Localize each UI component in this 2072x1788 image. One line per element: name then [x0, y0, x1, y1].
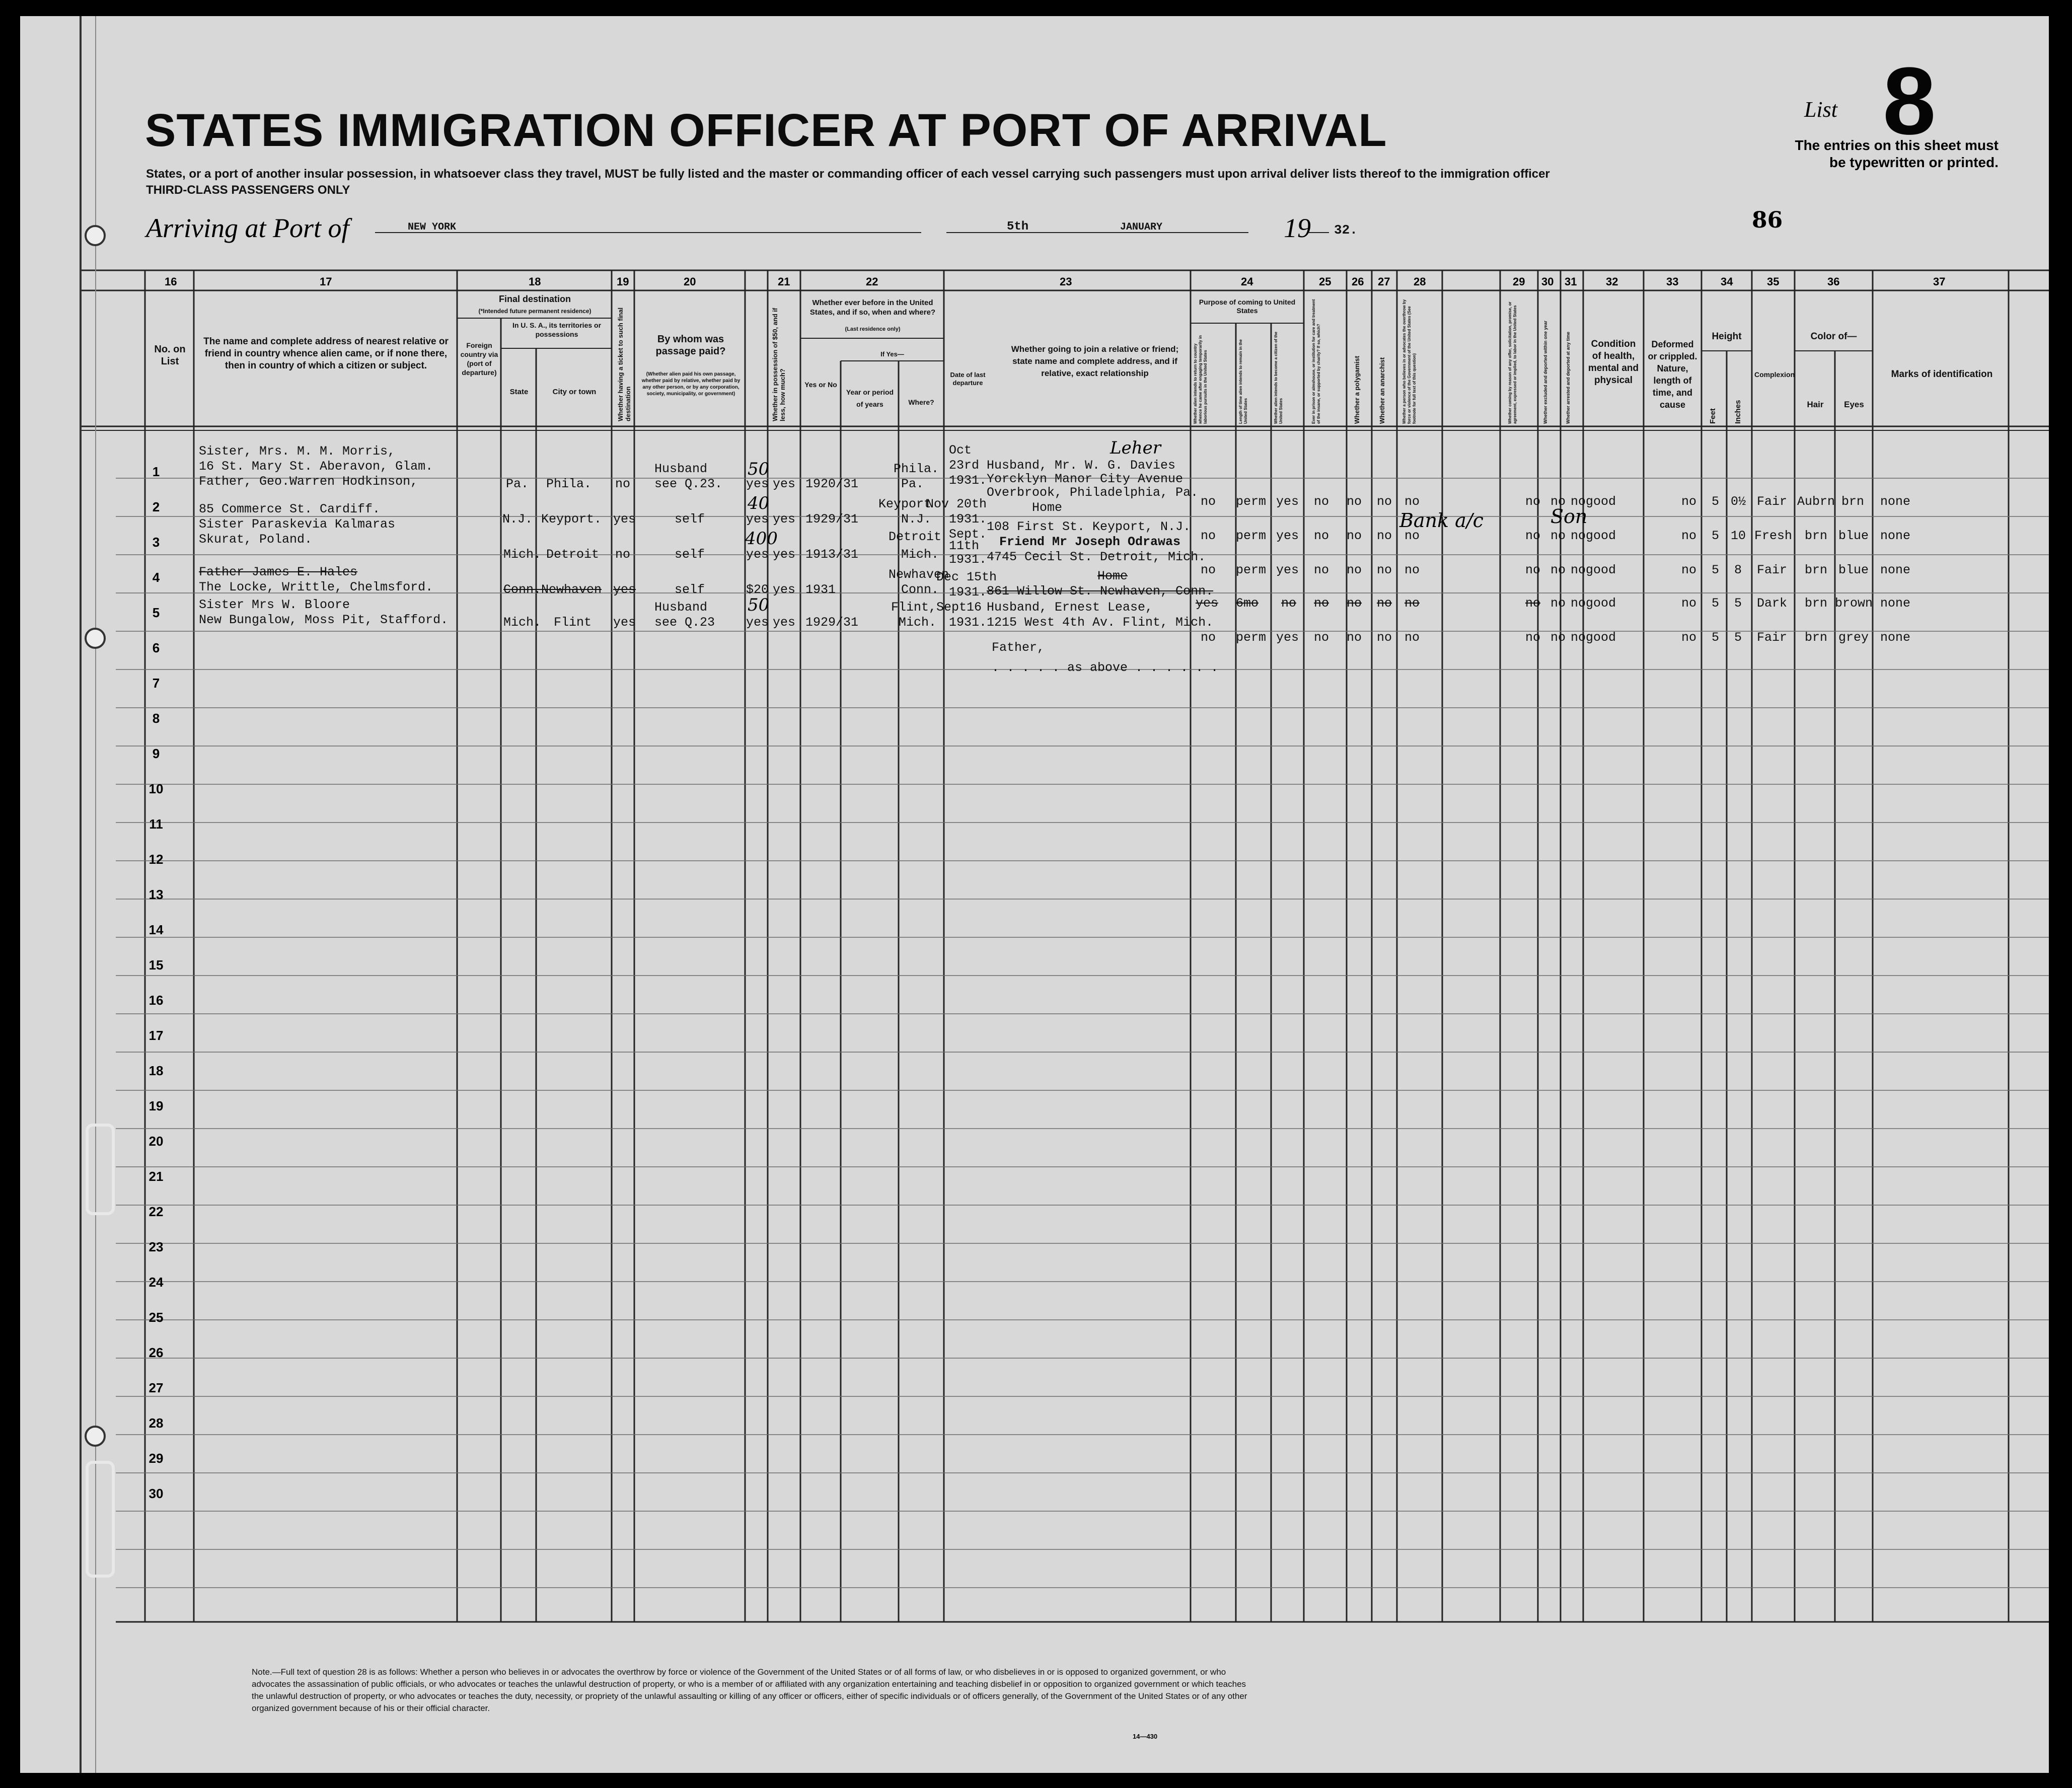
col-number: 28	[1414, 275, 1426, 288]
complexion-cell: Dark	[1757, 596, 1788, 611]
years-cell: 1929/31	[805, 512, 859, 527]
relative-line: Father James E. Hales	[199, 565, 358, 579]
purpose-cell: no	[1201, 563, 1216, 577]
state-cell: Mich.	[503, 615, 542, 630]
condition-cell: good	[1586, 630, 1616, 645]
where-cell: Conn.	[901, 582, 939, 597]
header-eyes: Eyes	[1844, 400, 1864, 409]
no-cell: no	[1377, 596, 1392, 611]
inches-cell: 5	[1734, 596, 1742, 611]
no-cell: no	[1404, 596, 1420, 611]
header-joining: Whether going to join a relative or friend; state name and complete address, and if relative, exact relationship	[1011, 344, 1179, 378]
form-code: 14—430	[1133, 1733, 1158, 1740]
row-number: 8	[152, 711, 160, 726]
marks-cell: none	[1880, 596, 1911, 611]
where-cell: Detroit	[889, 530, 942, 544]
hair-cell: brn	[1805, 563, 1828, 577]
feet-cell: 5	[1712, 630, 1720, 645]
no-cell: no	[1377, 494, 1392, 509]
col-number: 35	[1767, 275, 1780, 288]
header-purpose-c: Whether alien intends to become a citizen of the United States	[1274, 331, 1283, 424]
handwritten-note: Leher	[1110, 438, 1161, 458]
header-marks: Marks of identification	[1891, 369, 1993, 380]
col-number: 20	[684, 275, 696, 288]
row-number: 19	[149, 1098, 164, 1113]
no-cell: no	[1314, 494, 1329, 509]
purpose-cell: perm	[1236, 563, 1267, 577]
col-number: 16	[165, 275, 177, 288]
no-cell: no	[1525, 529, 1541, 543]
class-line: THIRD-CLASS PASSENGERS ONLY	[146, 183, 350, 197]
no-cell: no	[1377, 563, 1392, 577]
money-cell: yes	[746, 512, 769, 527]
relative-line: Sister Paraskevia Kalmaras	[199, 517, 396, 532]
city-cell: Keyport.	[541, 512, 602, 527]
relative-line: New Bungalow, Moss Pit, Stafford.	[199, 613, 449, 627]
joining-line: Home	[1032, 500, 1063, 515]
departure-cell: 1931.	[949, 585, 987, 600]
row-number: 7	[152, 676, 160, 691]
col-number: 32	[1606, 275, 1618, 288]
before-cell: yes	[773, 615, 796, 630]
joining-line: Husband, Ernest Lease,	[987, 600, 1153, 615]
col-number: 19	[617, 275, 629, 288]
feet-cell: 5	[1712, 529, 1720, 543]
day-value: 5th	[1007, 220, 1029, 234]
header-q28: Whether a person who believes in or advocates the overthrow by force or violence of the Government of the United States (See footnote for full text of this question)	[1402, 299, 1417, 424]
purpose-cell: yes	[1196, 596, 1219, 611]
no-cell: no	[1314, 596, 1329, 611]
no-cell: no	[1525, 563, 1541, 577]
paid-cell: see Q.23	[654, 615, 715, 630]
header-height: Height	[1712, 331, 1742, 342]
month-value: JANUARY	[1120, 221, 1163, 233]
handwritten-money: 50	[748, 459, 770, 479]
where-cell: Flint,	[891, 600, 937, 615]
no-cell: no	[1404, 529, 1420, 543]
row-number: 28	[149, 1416, 164, 1431]
col-number: 17	[320, 275, 332, 288]
paid-cell: self	[675, 582, 705, 597]
purpose-cell: perm	[1236, 494, 1267, 509]
city-cell: Detroit	[546, 547, 600, 562]
relative-line: Sister, Mrs. M. M. Morris,	[199, 444, 396, 459]
inches-cell: 8	[1734, 563, 1742, 577]
row-number: 2	[152, 499, 160, 514]
row-number: 17	[149, 1028, 164, 1043]
col-number: 37	[1933, 275, 1946, 288]
years-cell: 1920/31	[805, 477, 859, 491]
year-prefix: 19	[1284, 213, 1311, 243]
header-last-residence: (Last residence only)	[845, 326, 901, 332]
header-purpose-a: Whether alien intends to return to country whence he came after engaging temporarily in laborious pursuits in the United States	[1193, 335, 1208, 424]
deformed-cell: no	[1681, 494, 1697, 509]
joining-line: Friend Mr Joseph Odrawas	[999, 535, 1181, 549]
purpose-cell: no	[1201, 494, 1216, 509]
header-nearest-relative: The name and complete address of nearest relative or friend in country whence alien came, or if none there, then in country of which a citizen or subject.	[203, 336, 449, 371]
row-number: 9	[152, 746, 160, 761]
header-city: City or town	[552, 388, 597, 396]
no-cell: no	[1550, 596, 1566, 611]
marks-cell: none	[1880, 529, 1911, 543]
page-number: 86	[1752, 207, 1783, 233]
list-label: List	[1804, 97, 1837, 122]
row-number: 11	[149, 816, 163, 832]
relative-line: Skurat, Poland.	[199, 532, 313, 547]
joining-line: Husband, Mr. W. G. Davies	[987, 458, 1176, 473]
departure-cell: 1931.	[949, 552, 987, 567]
row-number: 16	[149, 993, 164, 1008]
row-number: 13	[149, 887, 164, 902]
years-cell: 1913/31	[805, 547, 859, 562]
eyes-cell: brn	[1841, 494, 1865, 509]
marks-cell: none	[1880, 494, 1911, 509]
no-cell: no	[1347, 494, 1362, 509]
joining-line: 4745 Cecil St. Detroit, Mich.	[987, 550, 1206, 564]
handwritten-note: Son	[1550, 505, 1588, 528]
no-cell: no	[1571, 596, 1586, 611]
header-paid-by-sub: (Whether alien paid his own passage, whether paid by relative, whether paid by any other person, or by any corporation, society, municipality, or government)	[641, 371, 741, 397]
city-cell: Newhaven	[541, 582, 602, 597]
form-title: STATES IMMIGRATION OFFICER AT PORT OF ARRIVAL	[145, 105, 1387, 156]
complexion-cell: Fair	[1757, 494, 1788, 509]
col-number: 29	[1513, 275, 1525, 288]
header-q30: Whether excluded and deported within one year	[1543, 320, 1548, 424]
hair-cell: brn	[1805, 596, 1828, 611]
relative-line: 16 St. Mary St. Aberavon, Glam.	[199, 459, 433, 474]
no-cell: no	[1314, 529, 1329, 543]
where-cell: Mich.	[901, 547, 939, 562]
departure-cell: 23rd	[949, 458, 980, 473]
where-cell: Phila.	[894, 462, 939, 476]
row-number: 1	[152, 464, 160, 479]
eyes-cell: grey	[1838, 630, 1869, 645]
departure-cell: Nov 20th	[926, 497, 987, 511]
header-q29: Whether coming by reason of any offer, solicitation, promise, or agreement, expressed or implied, to labor in the United States	[1508, 302, 1517, 424]
purpose-cell: no	[1201, 529, 1216, 543]
joining-line: 1215 West 4th Av. Flint, Mich.	[987, 615, 1214, 630]
col-number: 31	[1565, 275, 1577, 288]
col-number: 34	[1721, 275, 1733, 288]
deformed-cell: no	[1681, 529, 1697, 543]
years-cell: 1931	[805, 582, 836, 597]
row-number: 29	[149, 1451, 164, 1466]
no-cell: no	[1314, 630, 1329, 645]
binder-clip	[86, 1461, 115, 1578]
where-cell: N.J.	[901, 512, 932, 527]
row-number: 23	[149, 1239, 164, 1254]
eyes-cell: blue	[1838, 529, 1869, 543]
form-instruction: States, or a port of another insular possession, in whatsoever class they travel, MUST be fully listed and the master or commanding officer of each vessel carrying such passengers must upon arrival deliver lists thereof to the immigration officer	[146, 167, 1550, 181]
no-cell: no	[1404, 630, 1420, 645]
no-cell: no	[1550, 494, 1566, 509]
feet-cell: 5	[1712, 596, 1720, 611]
joining-line: 108 First St. Keyport, N.J.	[987, 519, 1191, 534]
purpose-cell: perm	[1236, 529, 1267, 543]
col-number: 36	[1827, 275, 1840, 288]
header-paid-by: By whom was passage paid?	[655, 334, 726, 357]
no-cell: no	[1525, 630, 1541, 645]
inches-cell: 5	[1734, 630, 1742, 645]
year-value: 32.	[1334, 222, 1358, 238]
port-value: NEW YORK	[408, 221, 457, 233]
header-no-on-list: No. on List	[154, 344, 186, 367]
ticket-cell: yes	[613, 512, 636, 527]
joining-line: Home	[1097, 569, 1128, 583]
before-cell: yes	[773, 512, 796, 527]
header-complexion: Complexion	[1754, 370, 1795, 379]
header-where: Where?	[908, 398, 934, 406]
ticket-cell: yes	[613, 582, 636, 597]
binder-hole	[85, 628, 106, 649]
col-number: 27	[1378, 275, 1390, 288]
no-cell: no	[1550, 630, 1566, 645]
header-purpose-b: Length of time alien intends to remain in the United States	[1238, 339, 1248, 424]
handwritten-money: 50	[748, 595, 770, 615]
deformed-cell: no	[1681, 563, 1697, 577]
purpose-cell: no	[1201, 630, 1216, 645]
header-final-destination-sub: (*Intended future permanent residence)	[478, 308, 591, 315]
ticket-cell: no	[615, 547, 631, 562]
relative-line: Sister Mrs W. Bloore	[199, 598, 350, 612]
city-cell: Phila.	[546, 477, 592, 491]
header-final-destination: Final destination	[498, 294, 571, 304]
hair-cell: brn	[1805, 529, 1828, 543]
paid-cell: Husband	[654, 462, 708, 476]
header-deformed: Deformed or crippled. Nature, length of time, and cause	[1648, 339, 1697, 410]
departure-cell: 1931.	[949, 473, 987, 488]
row-number: 12	[149, 852, 164, 867]
complexion-cell: Fair	[1757, 563, 1788, 577]
binder-hole	[85, 225, 106, 246]
header-purpose: Purpose of coming to United States	[1199, 298, 1296, 315]
condition-cell: good	[1586, 529, 1616, 543]
row-number: 27	[149, 1380, 164, 1395]
col-number: 18	[529, 275, 541, 288]
header-condition: Condition of health, mental and physical	[1588, 339, 1639, 386]
no-cell: no	[1347, 563, 1362, 577]
row-number: 15	[149, 957, 164, 973]
hair-cell: Aubrn	[1797, 494, 1835, 509]
inches-cell: 10	[1731, 529, 1746, 543]
joining-line: Overbrook, Philadelphia, Pa.	[987, 485, 1199, 500]
before-cell: yes	[773, 477, 796, 491]
condition-cell: good	[1586, 494, 1616, 509]
header-date-last-departure: Date of last departure	[950, 371, 986, 387]
departure-cell: Sept.	[949, 527, 987, 542]
no-cell: no	[1571, 529, 1586, 543]
no-cell: no	[1347, 529, 1362, 543]
entries-note-line: The entries on this sheet must	[1795, 137, 1999, 153]
money-cell: yes	[746, 615, 769, 630]
departure-cell: Oct	[949, 443, 972, 458]
state-cell: N.J.	[502, 512, 533, 527]
header-polygamist: Whether a polygamist	[1353, 355, 1361, 424]
header-before-us: Whether ever before in the United States, and if so, when and where?	[809, 299, 936, 317]
arriving-label: Arriving at Port of	[146, 213, 349, 243]
complexion-cell: Fresh	[1754, 529, 1793, 543]
joining-line: 861 Willow St. Newhaven, Conn.	[987, 584, 1214, 599]
money-cell: $20	[746, 582, 769, 597]
handwritten-money: 400	[745, 529, 778, 549]
entries-note-line: be typewritten or printed.	[1829, 155, 1999, 170]
years-cell: 1929/31	[805, 615, 859, 630]
header-q31: Whether arrested and deported at any time	[1566, 331, 1571, 424]
feet-cell: 5	[1712, 563, 1720, 577]
row-number: 25	[149, 1310, 164, 1325]
state-cell: Mich.	[503, 547, 542, 562]
purpose-cell: yes	[1276, 494, 1299, 509]
no-cell: no	[1571, 630, 1586, 645]
paid-cell: Husband	[654, 600, 708, 615]
no-cell: no	[1525, 494, 1541, 509]
binder-clip	[86, 1124, 115, 1215]
deformed-cell: no	[1681, 630, 1697, 645]
purpose-cell: no	[1281, 596, 1297, 611]
list-number: 8	[1883, 48, 1936, 155]
no-cell: no	[1525, 596, 1541, 611]
marks-cell: none	[1880, 630, 1911, 645]
col-number: 33	[1666, 275, 1679, 288]
header-feet: Feet	[1709, 408, 1717, 424]
condition-cell: good	[1586, 596, 1616, 611]
complexion-cell: Fair	[1757, 630, 1788, 645]
header-ticket: Whether having a ticket to such final destination	[617, 307, 632, 421]
before-cell: yes	[773, 582, 796, 597]
feet-cell: 5	[1712, 494, 1720, 509]
header-if-yes: If Yes—	[880, 350, 904, 358]
no-cell: no	[1550, 529, 1566, 543]
row-number: 24	[149, 1275, 164, 1290]
departure-cell: Dec 15th	[936, 570, 997, 584]
money-cell: yes	[746, 477, 769, 491]
city-cell: Flint	[554, 615, 592, 630]
col-number: 22	[866, 275, 878, 288]
col-number: 21	[778, 275, 790, 288]
ticket-cell: yes	[613, 615, 636, 630]
purpose-cell: 6mo	[1236, 596, 1259, 611]
header-inches: Inches	[1734, 400, 1742, 424]
joining-line: Yorcklyn Manor City Avenue	[987, 472, 1183, 486]
departure-cell: 1931.	[949, 512, 987, 527]
no-cell: no	[1550, 563, 1566, 577]
no-cell: no	[1571, 494, 1586, 509]
purpose-cell: yes	[1276, 563, 1299, 577]
header-yes-no: Yes or No	[804, 381, 837, 389]
deformed-cell: no	[1681, 596, 1697, 611]
handwritten-money: 40	[748, 493, 770, 513]
col-number: 30	[1541, 275, 1554, 288]
footnote-q28: Note.—Full text of question 28 is as follows: Whether a person who believes in or advocates the overthrow by force or violence of the Government of the United States or of all forms of law, or who disbelieves in or is opposed to organized government, or who advocates the assassination of public officials, or who advocates or teaches the unlawful destruction of property, or who is a member of or affiliated with any organization entertaining and teaching disbelief in or opposition to organized government or which teaches the unlawful destruction of property, or who advocates or teaches the duty, necessity, or propriety of the unlawful assaulting or killing of any officer or officers, either of specific individuals or of officers generally, of the Government of the United States or of any other organized government because of his or their official character.	[252, 1667, 1247, 1713]
no-cell: no	[1377, 630, 1392, 645]
header-hair: Hair	[1807, 400, 1824, 409]
relative-line: 85 Commerce St. Cardiff.	[199, 502, 381, 516]
entries-note	[1787, 137, 1999, 171]
row-number: 6	[152, 640, 160, 655]
departure-cell: 11th	[949, 539, 980, 553]
row-number: 5	[152, 605, 160, 620]
no-cell: no	[1571, 563, 1586, 577]
before-cell: yes	[773, 547, 796, 562]
departure-cell: 1931.	[949, 615, 987, 630]
row-number: 3	[152, 535, 160, 550]
relative-line: The Locke, Writtle, Chelmsford.	[199, 580, 433, 594]
no-cell: no	[1347, 630, 1362, 645]
header-prison: Ever in prison or almshouse, or institution for care and treatment of the insane, or supported by charity? If so, which?	[1311, 299, 1321, 424]
paid-cell: see Q.23.	[654, 477, 723, 491]
row-number: 10	[149, 781, 164, 796]
manifest-sheet	[20, 16, 2049, 1773]
purpose-cell: perm	[1236, 630, 1267, 645]
row-number: 18	[149, 1063, 164, 1078]
row-number: 4	[152, 570, 160, 585]
no-cell: no	[1377, 529, 1392, 543]
col-number: 26	[1352, 275, 1364, 288]
purpose-cell: yes	[1276, 529, 1299, 543]
joining-line: . . . . . as above . . . . . .	[992, 660, 1219, 675]
joining-line: Father,	[992, 640, 1045, 655]
departure-cell: Sept16	[936, 600, 982, 615]
header-color-of: Color of—	[1810, 331, 1857, 342]
condition-cell: good	[1586, 563, 1616, 577]
header-year-period: Year or period of years	[846, 388, 894, 408]
relative-line: Father, Geo.Warren Hodkinson,	[199, 474, 418, 489]
no-cell: no	[1404, 563, 1420, 577]
no-cell: no	[1404, 494, 1420, 509]
where-cell: Newhaven	[889, 567, 949, 582]
hair-cell: brn	[1805, 630, 1828, 645]
handwritten-note: Bank a/c	[1399, 509, 1484, 532]
where-cell: Keyport	[878, 497, 932, 511]
eyes-cell: brown	[1835, 596, 1873, 611]
header-in-usa: In U. S. A., its territories or possessions	[512, 321, 602, 338]
money-cell: yes	[746, 547, 769, 562]
eyes-cell: blue	[1838, 563, 1869, 577]
header-foreign-country: Foreign country via (port of departure)	[460, 341, 498, 377]
row-number: 26	[149, 1345, 164, 1360]
inches-cell: 0½	[1731, 494, 1746, 509]
row-number: 14	[149, 922, 164, 937]
row-number: 22	[149, 1204, 164, 1219]
where-cell: Mich.	[899, 615, 937, 630]
row-number: 21	[149, 1169, 164, 1184]
header-possession: Whether in possession of $50, and if less, how much?	[771, 308, 786, 421]
purpose-cell: yes	[1276, 630, 1299, 645]
binder-hole	[85, 1426, 106, 1447]
ticket-cell: no	[615, 477, 631, 491]
col-number: 24	[1241, 275, 1253, 288]
where-cell: Pa.	[901, 477, 924, 491]
col-number: 25	[1319, 275, 1331, 288]
header-anarchist: Whether an anarchist	[1378, 357, 1386, 424]
paid-cell: self	[675, 512, 705, 527]
col-number: 23	[1060, 275, 1072, 288]
state-cell: Pa.	[506, 477, 529, 491]
marks-cell: none	[1880, 563, 1911, 577]
no-cell: no	[1347, 596, 1362, 611]
row-number: 30	[149, 1486, 164, 1501]
no-cell: no	[1314, 563, 1329, 577]
row-number: 20	[149, 1134, 164, 1149]
paid-cell: self	[675, 547, 705, 562]
state-cell: Conn.	[503, 582, 542, 597]
header-state: State	[509, 388, 529, 396]
